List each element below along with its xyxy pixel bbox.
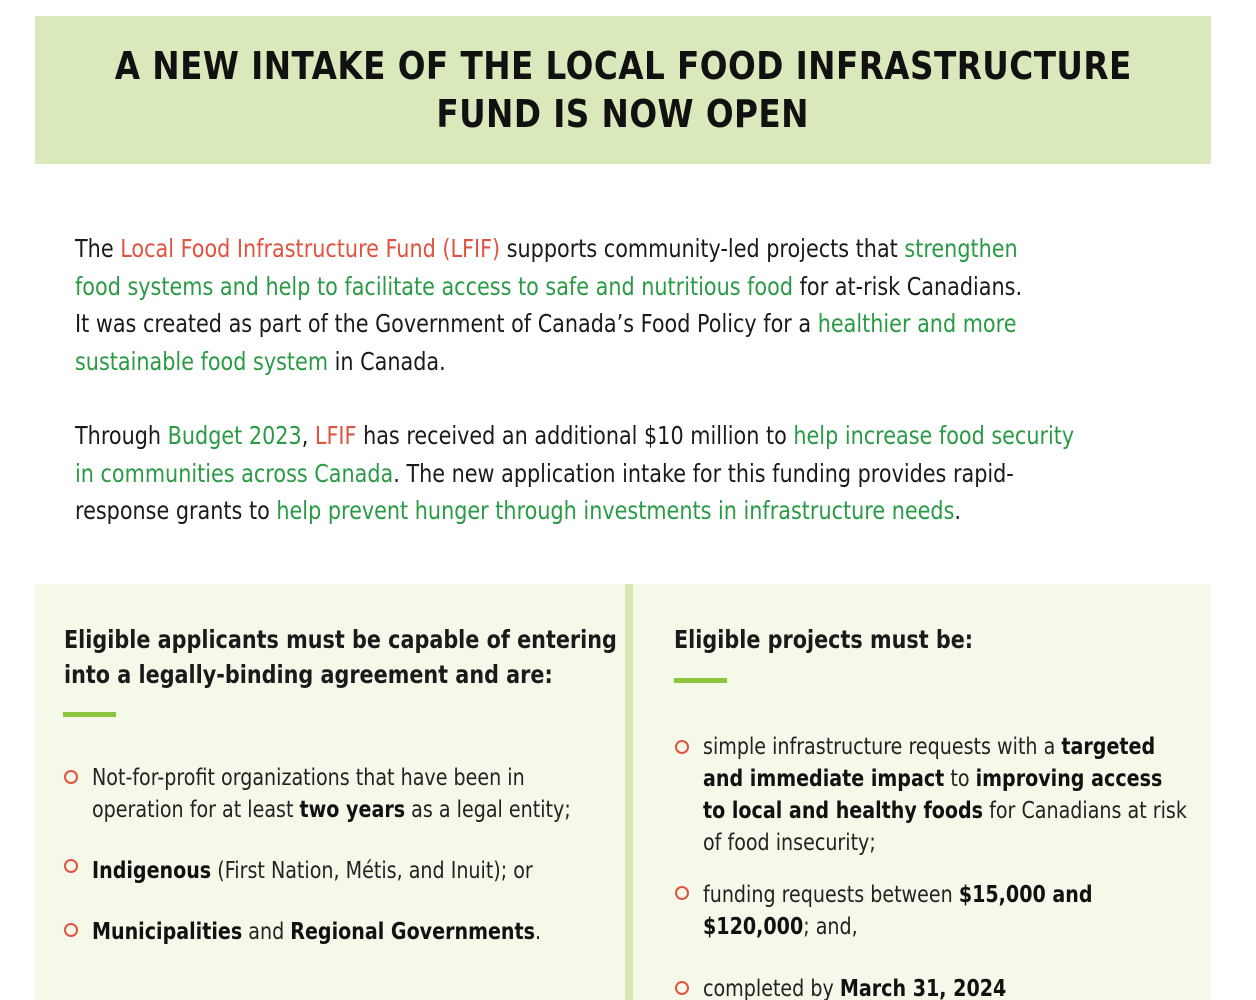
applicants-heading: Eligible applicants must be capable of entering into a legally-binding agreement and are: [64, 625, 617, 689]
title-banner [35, 16, 1211, 164]
intro-line: The Local Food Infrastructure Fund (LFIF) supports community-led projects that strengthen [75, 234, 1018, 263]
list-item: Municipalities and Regional Governments. [92, 919, 542, 945]
projects-accent-bar [674, 678, 727, 683]
intro-line: in communities across Canada. The new application intake for this funding provides rapid- [75, 458, 1014, 488]
list-item: funding requests between $15,000 and $120,000; and, [703, 882, 1093, 940]
intro-line: response grants to help prevent hunger through investments in infrastructure needs. [75, 496, 962, 525]
list-item: Not-for-profit organizations that have been in operation for at least two years as a legal entity; [92, 765, 571, 823]
bullet-circle-icon [64, 859, 78, 873]
list-item: completed by March 31, 2024 [703, 976, 1007, 1000]
list-item: simple infrastructure requests with a targeted and immediate impact to improving access to local and healthy foods for Canadians at risk of food insecurity; [703, 734, 1187, 856]
applicants-accent-bar [63, 712, 116, 717]
bullet-circle-icon [64, 923, 78, 937]
page-title-line-1: A NEW INTAKE OF THE LOCAL FOOD INFRASTRUCTURE [114, 44, 1132, 88]
bullet-circle-icon [675, 981, 689, 995]
intro-line: Through Budget 2023, LFIF has received an additional $10 million to help increase food security [75, 421, 1075, 450]
intro-section [75, 230, 1185, 530]
list-item: Indigenous (First Nation, Métis, and Inuit); or [92, 858, 533, 884]
lfif-name-highlight: Local Food Infrastructure Fund (LFIF) [120, 234, 501, 263]
bullet-circle-icon [675, 740, 689, 754]
intro-line: sustainable food system in Canada. [75, 346, 446, 376]
intro-line: It was created as part of the Government of Canada’s Food Policy for a healthier and more [75, 309, 1017, 338]
bullet-circle-icon [64, 770, 78, 784]
page-title-line-2: FUND IS NOW OPEN [436, 92, 810, 136]
bullet-circle-icon [675, 886, 689, 900]
projects-heading: Eligible projects must be: [674, 625, 974, 654]
intro-line: food systems and help to facilitate access to safe and nutritious food for at-risk Canadians. [75, 271, 1023, 301]
